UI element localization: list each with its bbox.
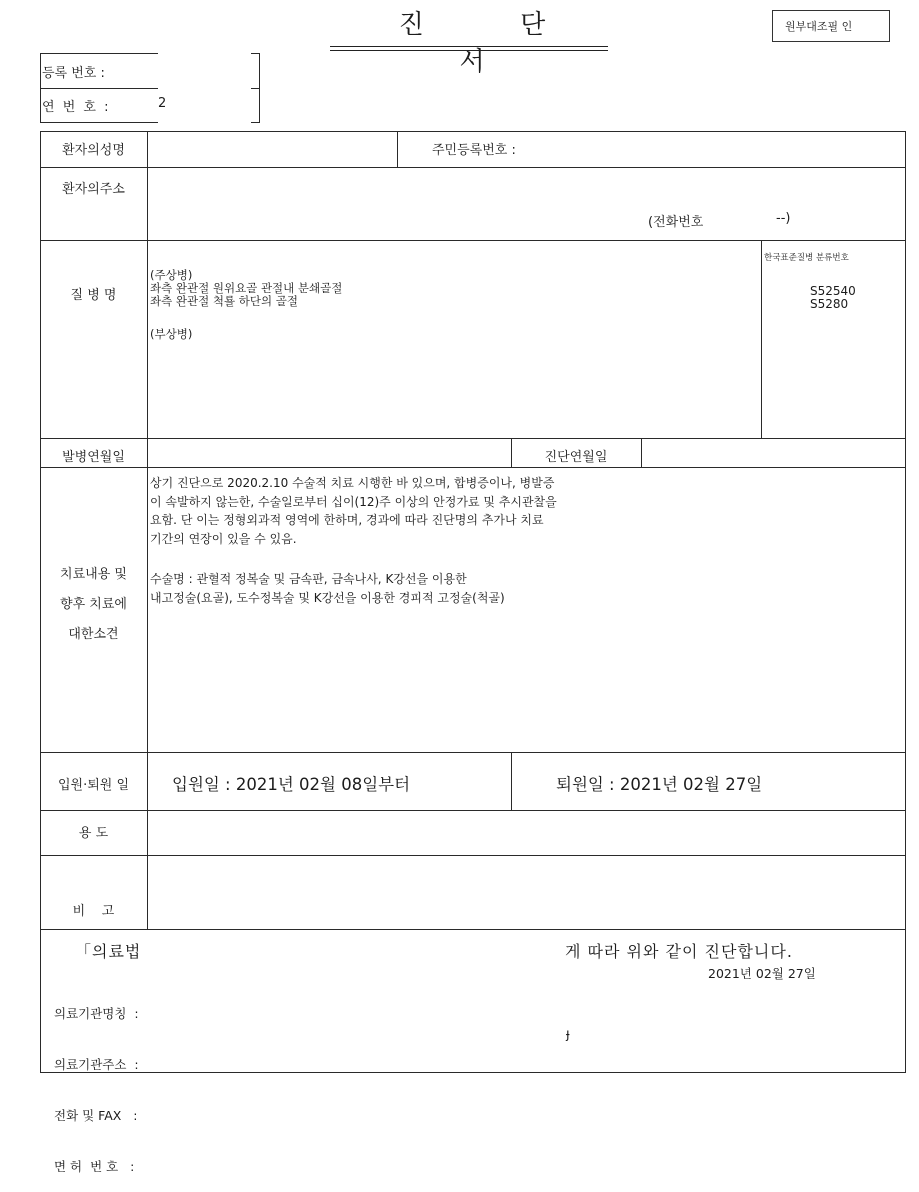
- remarks-label: 비 고: [72, 904, 115, 919]
- facility-name-label: 의료기관명칭 :: [54, 1006, 139, 1021]
- row-rule-diagnosis: [40, 438, 906, 439]
- treatment-line: 기간의 연장이 있을 수 있음.: [150, 531, 297, 546]
- row-rule-admission: [40, 810, 906, 811]
- row-rule-treatment: [40, 752, 906, 753]
- treatment-line: 요함. 단 이는 정형외과적 영역에 한하며, 경과에 따라 진단명의 추가나 치료: [150, 513, 544, 527]
- row-rule-purpose: [40, 855, 906, 856]
- serial-number-fragment: 2: [158, 96, 167, 111]
- license-number-label: 면 허 번 호 :: [54, 1159, 135, 1174]
- surgery-line: 수술명 : 관혈적 정복술 및 금속판, 금속나사, K강선을 이용한: [150, 572, 467, 586]
- registry-bracket-mid: [251, 88, 260, 89]
- treatment-label-line: 치료내용 및: [60, 567, 127, 582]
- registry-bracket-bottom: [251, 122, 260, 123]
- registry-left-rule: [40, 53, 41, 123]
- main-diagnosis-heading: (주상병): [150, 268, 193, 282]
- phone-label: (전화번호: [648, 215, 704, 230]
- main-diagnosis-line: 좌측 완관절 원위요골 관절내 분쇄골절: [150, 281, 343, 295]
- disease-codes: [810, 285, 856, 311]
- row-rule-name: [40, 167, 906, 168]
- treatment-opinion: [150, 474, 557, 548]
- medical-law-clause-start: 「의료법: [75, 942, 142, 961]
- patient-name-label: 환자의성명: [62, 143, 125, 158]
- admission-discharge-label: 입원·퇴원 일: [57, 778, 130, 793]
- row-rule-address: [40, 240, 906, 241]
- disease-code-header: 한국표준질병 분류번호: [764, 253, 849, 263]
- medical-law-clause-end: 게 따라 위와 같이 진단합니다.: [565, 942, 793, 961]
- purpose-label: 용 도: [78, 826, 109, 841]
- disease-code: S5280: [810, 297, 849, 311]
- phone-fax-label: 전화 및 FAX :: [54, 1108, 138, 1123]
- registry-bracket-top: [251, 53, 260, 54]
- serial-number-label: 연 번 호 :: [42, 100, 111, 115]
- surgery-description: [150, 570, 505, 607]
- table-top-rule: [40, 131, 906, 132]
- onset-date-label: 발병연월일: [62, 450, 125, 465]
- name-id-divider: [397, 131, 398, 167]
- resident-id-label: 주민등록번호 :: [432, 143, 516, 158]
- code-column-rule: [761, 240, 762, 439]
- registration-number-label: 등록 번호 :: [42, 66, 105, 81]
- treatment-label-line: 향후 치료에: [60, 597, 127, 612]
- sub-diagnosis-heading: (부상병): [150, 327, 193, 341]
- discharge-date: 퇴원일 : 2021년 02월 27일: [556, 775, 763, 794]
- title-underline-2: [330, 50, 608, 51]
- disease-code: S52540: [810, 284, 856, 298]
- surgery-line: 내고정술(요골), 도수정복술 및 K강선을 이용한 경피적 고정술(척골): [150, 590, 505, 605]
- admission-divider: [511, 752, 512, 810]
- row-rule-dates: [40, 467, 906, 468]
- registry-top-rule: [40, 53, 158, 54]
- treatment-label: [40, 560, 147, 650]
- signature-mark: ɟ: [566, 1027, 570, 1042]
- main-diagnosis-block: [150, 269, 342, 308]
- main-diagnosis-line: 좌측 완관절 척룔 하단의 골절: [150, 294, 298, 308]
- registry-bottom-rule: [40, 122, 158, 123]
- table-right-rule: [905, 131, 906, 1073]
- diagnosis-label: 질 병 명: [70, 288, 117, 303]
- facility-info: [54, 971, 139, 1192]
- diagnosis-date-label: 진단연월일: [544, 450, 608, 465]
- admission-date: 입원일 : 2021년 02월 08일부터: [172, 775, 411, 794]
- treatment-line: 이 속발하지 않는한, 수술일로부터 십이(12)주 이상의 안정가료 및 추시관찰을: [150, 494, 557, 509]
- treatment-label-line: 대한소견: [68, 627, 119, 642]
- verification-stamp: 원부대조필 인: [772, 10, 890, 42]
- table-bottom-rule: [40, 1072, 906, 1073]
- phone-value: --): [776, 211, 791, 226]
- row-rule-remarks: [40, 929, 906, 930]
- registry-mid-rule: [40, 88, 158, 89]
- patient-address-label: 환자의주소: [62, 182, 125, 197]
- title-underline: [330, 46, 608, 47]
- treatment-line: 상기 진단으로 2020.2.10 수술적 치료 시행한 바 있으며, 합병증이나, 병발증: [150, 476, 555, 490]
- dates-divider-2: [641, 438, 642, 467]
- facility-address-label: 의료기관주소 :: [54, 1057, 139, 1072]
- issue-date: 2021년 02월 27일: [708, 966, 816, 981]
- document-title: 진 단 서: [398, 10, 590, 77]
